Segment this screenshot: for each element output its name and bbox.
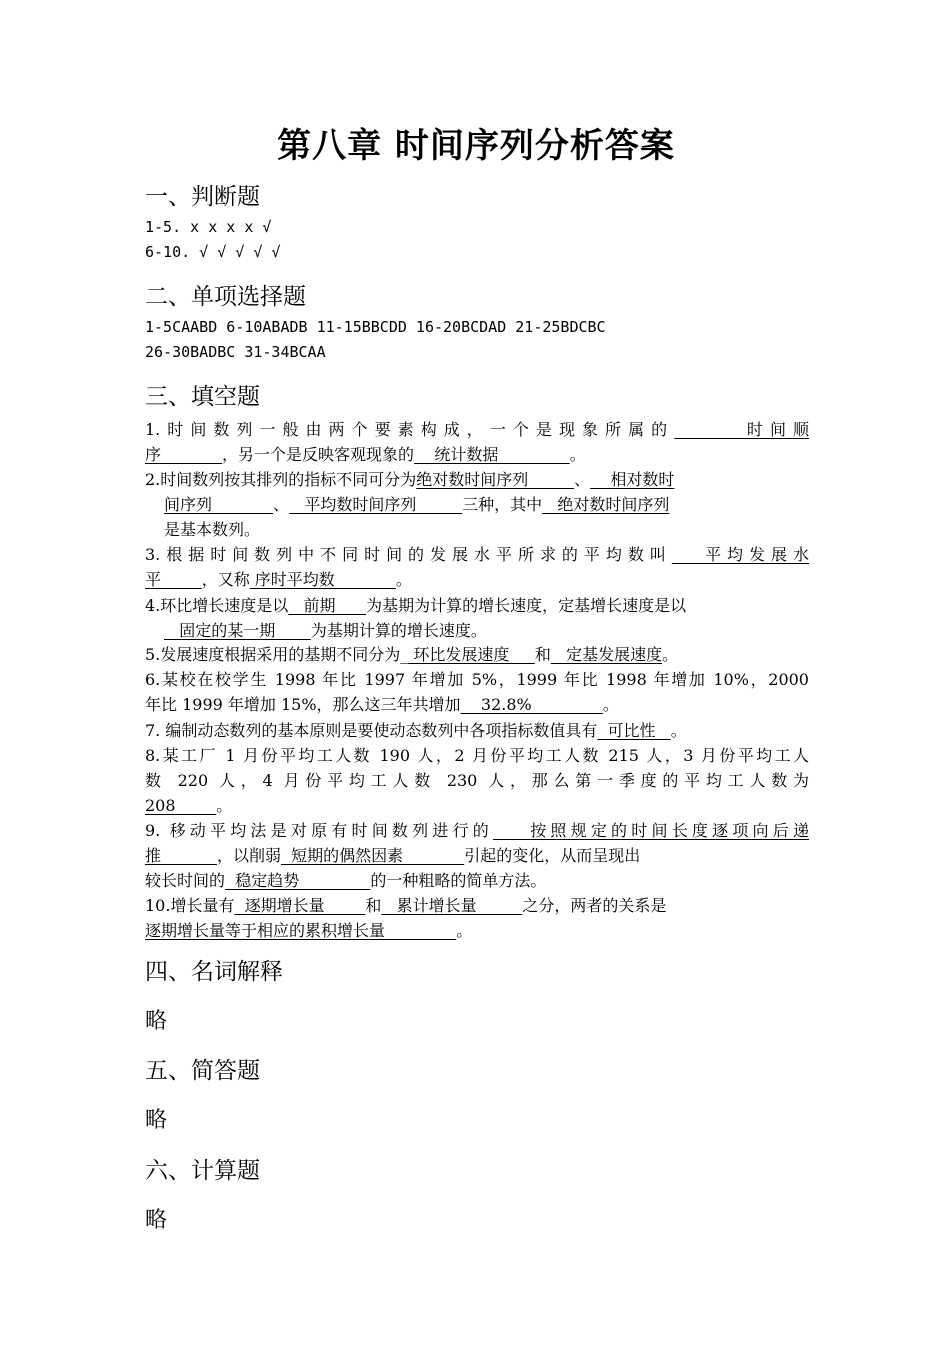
fill-q4-line-1: 4.环比增长速度是以 前期 为基期为计算的增长速度，定基增长速度是以 [145,596,687,615]
choice-line-1: 1-5CAABD 6-10ABADB 11-15BBCDD 16-20BCDAD 21-25BDCBC [145,318,606,336]
fill-q5-line: 5.发展速度根据采用的基期不同分为_ 环比发展速度 和 定基发展速度。 [145,645,679,664]
fill-q6-line-2: 年比 1999 年增加 15%，那么这三年共增加 32.8% 。 [145,695,619,714]
fill-q2-line-2: 间序列 、 平均数时间序列 三种，其中 绝对数时间序列 [164,495,670,514]
fill-q8-line-2: 数 220 人，4 月份平均工人数 230 人，那么第一季度的平均工人数为 [145,771,809,790]
page-title: 第八章 时间序列分析答案 [277,126,675,166]
fill-q1-line-1: 1.时间数列一般由两个要素构成，一个是现象所属的 时间顺 [145,420,809,439]
section-heading-choice: 二、单项选择题 [145,284,306,310]
fill-q7-line: 7. 编制动态数列的基本原则是要使动态数列中各项指标数值具有 可比性 。 [145,721,687,740]
fill-q4-line-2: 固定的某一期 为基期计算的增长速度。 [164,621,487,640]
fill-q10-line-1: 10.增长量有 逐期增长量 和 累计增长量 之分，两者的关系是 [145,896,667,915]
fill-q2-line-1: 2.时间数列按其排列的指标不同可分为绝对数时间序列 、 相对数时 [145,470,675,489]
fill-q3-line-1: 3.根据时间数列中不同时间的发展水平所求的平均数叫 平均发展水 [145,545,809,564]
fill-q2-line-3: 是基本数列。 [164,520,261,539]
section-heading-short-answer: 五、简答题 [145,1058,260,1084]
section-heading-judge: 一、判断题 [145,184,260,210]
terms-answer: 略 [145,1009,168,1034]
fill-q10-line-2: 逐期增长量等于相应的累积增长量 。 [145,921,473,940]
section-heading-terms: 四、名词解释 [145,959,283,985]
calculation-answer: 略 [145,1208,168,1233]
fill-q8-line-1: 8.某工厂 1 月份平均工人数 190 人，2 月份平均工人数 215 人，3 月份平均工人 [145,746,809,765]
section-heading-calculation: 六、计算题 [145,1158,260,1184]
fill-q3-line-2: 平 ，又称 序时平均数 。 [145,570,412,589]
fill-q1-line-2: 序 ，另一个是反映客观现象的 统计数据 。 [145,445,586,464]
judge-line-2: 6-10. √ √ √ √ √ [145,243,281,261]
short-answer-answer: 略 [145,1108,168,1133]
fill-q9-line-3: 较长时间的 稳定趋势 的一种粗略的简单方法。 [145,871,547,890]
fill-q9-line-2: 推 ，以削弱 短期的偶然因素 引起的变化，从而呈现出 [145,846,641,865]
fill-q9-line-1: 9. 移动平均法是对原有时间数列进行的 按照规定的时间长度逐项向后递 [145,821,809,840]
choice-line-2: 26-30BADBC 31-34BCAA [145,343,326,361]
fill-q8-line-3: 208 。 [145,796,233,815]
fill-q6-line-1: 6.某校在校学生 1998 年比 1997 年增加 5%，1999 年比 1998 年增加 10%，2000 [145,670,809,689]
section-heading-fill: 三、填空题 [145,384,260,410]
judge-line-1: 1-5. x x x x √ [145,218,272,236]
